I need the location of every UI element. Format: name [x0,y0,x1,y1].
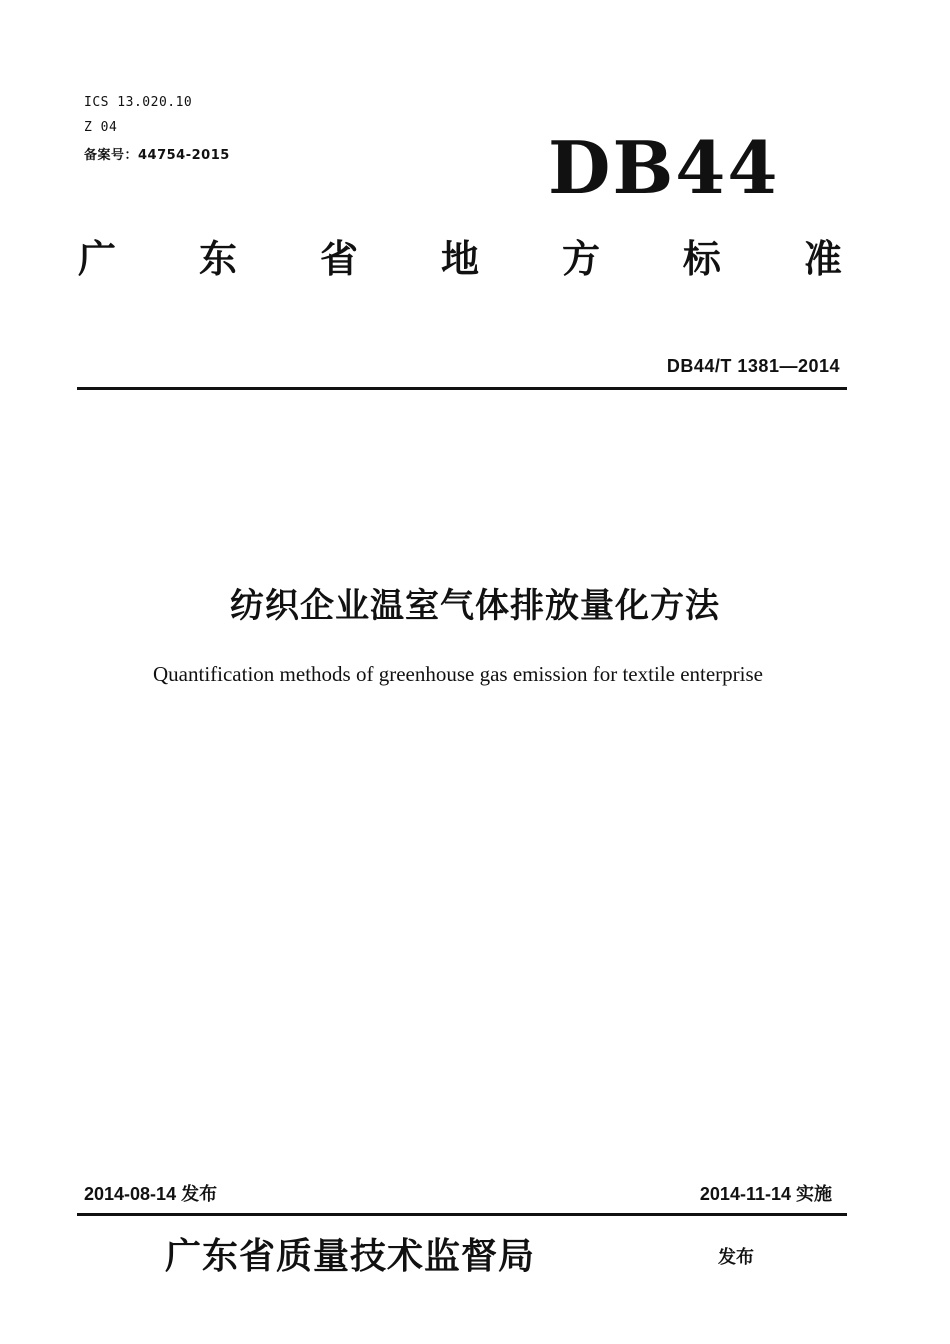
ics-code: ICS 13.020.10 [84,95,193,110]
bottom-divider [77,1213,847,1216]
standard-type-char: 方 [561,237,600,281]
standard-type-char: 省 [319,237,358,281]
publisher-name: 广东省质量技术监督局 [165,1235,536,1277]
top-divider [77,387,847,390]
document-title-chinese: 纺织企业温室气体排放量化方法 [230,586,720,626]
standard-type-char: 准 [803,237,842,281]
standard-type-char: 地 [440,237,479,281]
classification-code: Z 04 [84,120,118,135]
standard-type-char: 东 [198,237,237,281]
issue-date: 2014-08-14 发布 [84,1184,218,1204]
standard-type-char: 广 [78,237,117,281]
document-title-english: Quantification methods of greenhouse gas emission for textile enterprise [153,662,763,686]
standard-type-char: 标 [682,237,721,281]
standard-type-title [78,237,842,281]
standard-code: DB44/T 1381—2014 [666,356,840,376]
record-number: 备案号：44754-2015 [84,148,230,163]
implementation-date: 2014-11-14 实施 [699,1184,832,1204]
db44-logo: DB44 [548,125,780,210]
publish-label: 发布 [718,1247,754,1268]
